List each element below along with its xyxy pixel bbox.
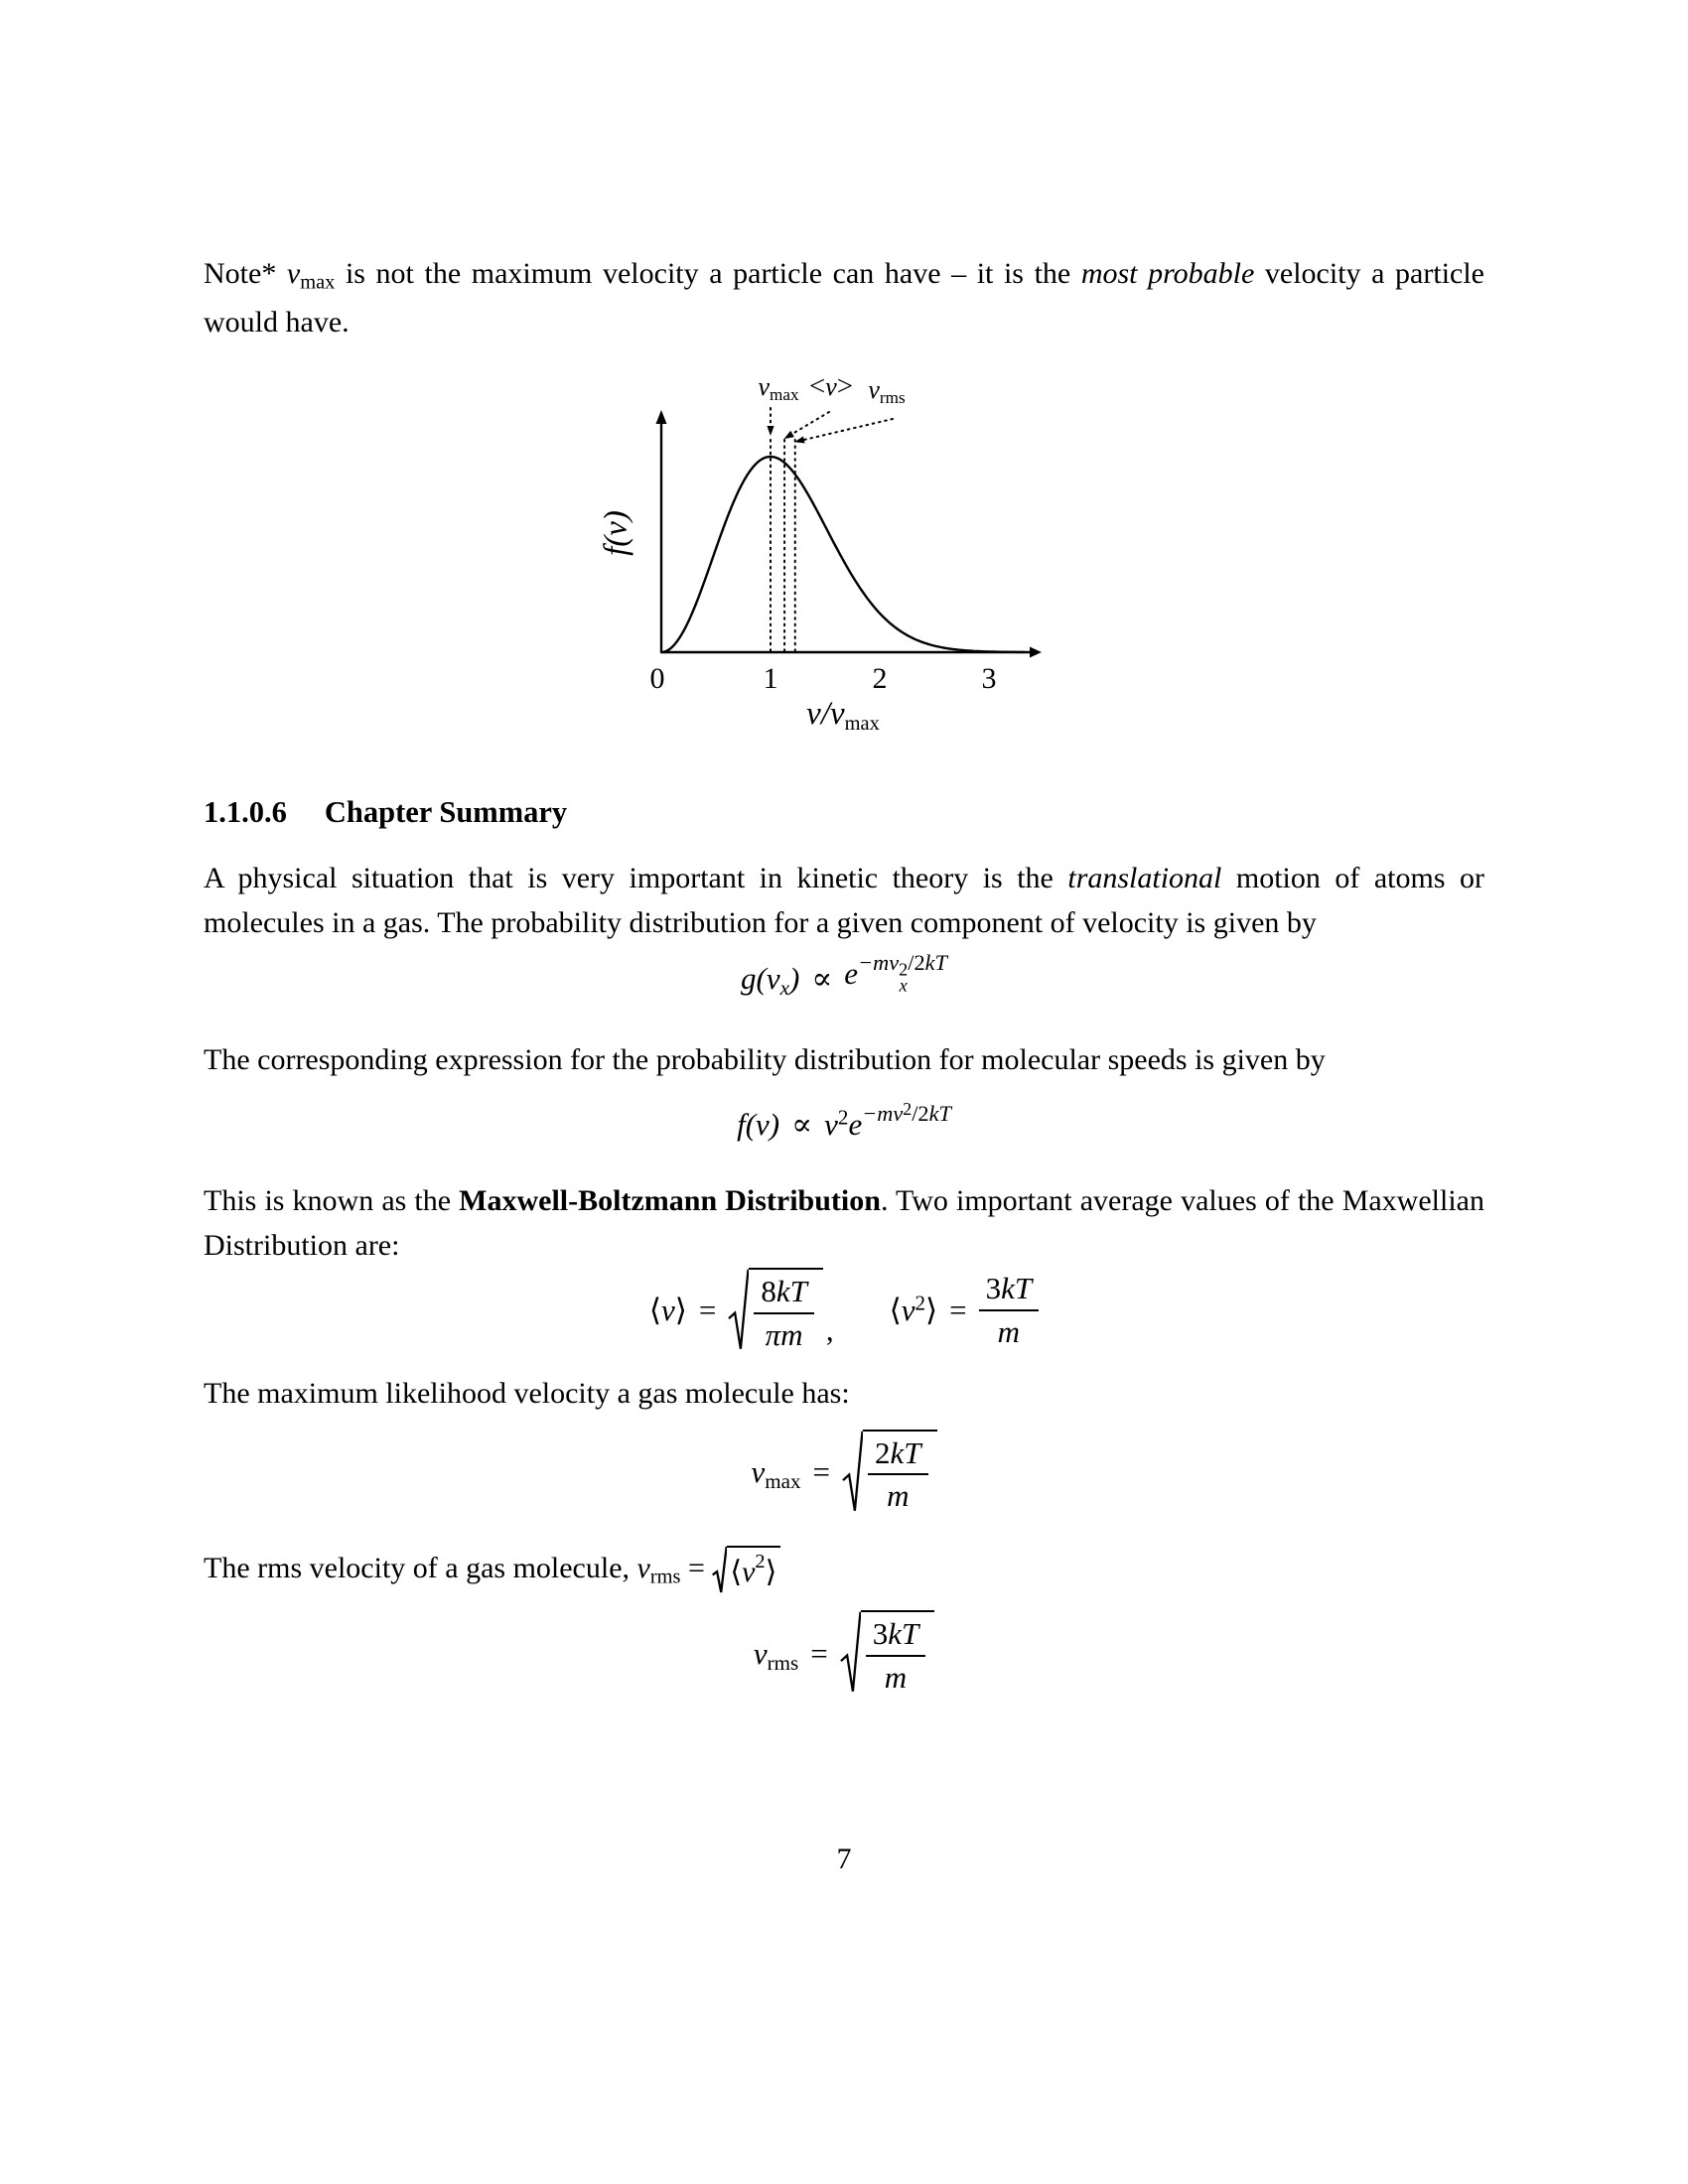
mb-paragraph xyxy=(204,1178,1484,1268)
figure-x-axis-label-base: v/v xyxy=(806,696,845,732)
angle-close: ⟩ xyxy=(674,1293,687,1328)
x-tick-1: 1 xyxy=(763,662,778,695)
y-axis-arrowhead xyxy=(656,410,667,424)
sqrt-2kT-over-m xyxy=(842,1430,937,1514)
figure-label-vmean-close: > xyxy=(836,370,854,402)
x-tick-2: 2 xyxy=(872,662,888,695)
figure-x-axis-label xyxy=(806,696,880,736)
eq-component-sub-x: x xyxy=(779,975,789,1000)
label-arrow-vmean xyxy=(792,412,829,434)
radical-sign xyxy=(712,1546,727,1594)
figure-label-vmax-sub: max xyxy=(770,385,799,405)
radicand xyxy=(727,1546,780,1594)
vrms-subscript: rms xyxy=(649,1566,681,1588)
vmax-subscript: max xyxy=(300,271,336,294)
equals-symbol: = xyxy=(698,1293,717,1328)
eq-component-rhs xyxy=(844,950,947,1002)
vrms-text-1: The rms velocity of a gas molecule, xyxy=(204,1551,637,1584)
figure-label-vrms-sub: rms xyxy=(879,388,906,408)
angle-close: ⟩ xyxy=(925,1293,938,1328)
speeds-paragraph: The corresponding expression for the probability distribution for molecular speeds is given by xyxy=(204,1043,1326,1077)
exp-kt: kT xyxy=(928,1101,951,1127)
exp-mv: −mv xyxy=(858,950,900,976)
radicand xyxy=(861,1610,935,1695)
avg-lhs-2 xyxy=(890,1292,938,1328)
radical-sign xyxy=(842,1430,863,1514)
label-arrow-vmax-head xyxy=(767,426,774,436)
figure-y-axis-label: f(v) xyxy=(598,510,634,556)
intro-text-2: motion of atoms or molecules in a gas. The probability distribution for a given component of velocity is given by xyxy=(204,862,1484,939)
section-heading xyxy=(204,795,1484,830)
eq-speed-exponent xyxy=(862,1101,951,1128)
proportional-symbol: ∝ xyxy=(811,960,833,996)
radicand xyxy=(863,1430,937,1514)
inline-v-sup: 2 xyxy=(755,1551,766,1573)
intro-emphasis: translational xyxy=(1067,862,1222,894)
eq-component-g: g(v xyxy=(741,960,780,996)
equation-velocity-component xyxy=(204,950,1484,1002)
label-arrow-vrms xyxy=(804,419,893,440)
fraction-denominator: m xyxy=(887,1478,910,1514)
equals-symbol: = xyxy=(810,1635,828,1671)
angle-open: ⟨ xyxy=(648,1293,661,1328)
exp-slash: / xyxy=(912,1101,918,1127)
figure-label-vmean-open: < xyxy=(808,370,826,402)
equals-symbol: = xyxy=(812,1453,831,1489)
mb-bold: Maxwell-Boltzmann Distribution xyxy=(459,1184,881,1218)
page-content xyxy=(204,0,1484,1696)
eq-component-lhs xyxy=(741,960,800,1000)
section-number: 1.1.0.6 xyxy=(204,795,287,829)
fraction-denominator: m xyxy=(884,1660,908,1696)
equals-symbol: = xyxy=(680,1551,713,1584)
sqrt-3kT-over-m xyxy=(840,1610,935,1695)
exp-sub-sup-stack xyxy=(899,959,909,996)
eq-speed-rhs xyxy=(824,1099,951,1143)
proportional-symbol: ∝ xyxy=(791,1107,813,1143)
mb-text-1: This is known as the xyxy=(204,1184,460,1218)
avg-v2-sup: 2 xyxy=(914,1291,926,1315)
fraction-numerator: 3kT xyxy=(979,1271,1040,1311)
exp-coef: 2 xyxy=(917,1101,929,1127)
eq-component-exponent xyxy=(858,950,947,996)
equation-speed-distribution xyxy=(204,1099,1484,1143)
avg-v: v xyxy=(660,1293,675,1328)
vrms-lhs xyxy=(753,1635,799,1675)
note-text-2: is not the maximum velocity a particle can have – it is the xyxy=(335,257,1081,290)
fraction-2kT-m xyxy=(868,1435,928,1514)
distribution-curve xyxy=(661,457,1024,652)
fraction-3kT-m xyxy=(979,1271,1040,1349)
note-emphasis: most probable xyxy=(1080,257,1255,290)
note-text-1: Note* xyxy=(204,257,287,290)
intro-text-1: A physical situation that is very important in kinetic theory is the xyxy=(204,862,1068,894)
eq-component-e: e xyxy=(844,956,859,991)
vmax-sub: max xyxy=(765,1468,801,1493)
equation-average-values xyxy=(204,1268,1484,1352)
exp-sup-2: 2 xyxy=(899,959,909,980)
x-axis-arrowhead xyxy=(1030,647,1042,658)
vrms-v: v xyxy=(753,1635,768,1671)
vmax-v: v xyxy=(751,1453,766,1489)
exp-sub-x: x xyxy=(899,975,908,996)
section-title: Chapter Summary xyxy=(324,795,568,829)
angle-open: ⟨ xyxy=(730,1556,743,1589)
vrms-paragraph xyxy=(204,1546,1484,1595)
note-text-3: velocity a particle would have. xyxy=(204,257,1484,339)
vmax-symbol: v xyxy=(286,257,301,290)
label-arrow-vmean-head xyxy=(783,431,793,439)
equation-vmax xyxy=(204,1430,1484,1514)
vmax-paragraph: The maximum likelihood velocity a gas molecule has: xyxy=(204,1376,850,1410)
figure-label-vrms xyxy=(868,375,906,408)
exp-coef: 2 xyxy=(914,950,925,976)
fraction-numerator: 2kT xyxy=(868,1435,928,1476)
inline-sqrt-mean-square xyxy=(712,1546,780,1594)
note-paragraph xyxy=(204,251,1484,344)
x-tick-0: 0 xyxy=(649,662,665,695)
vrms-symbol: v xyxy=(636,1551,650,1584)
vmax-lhs xyxy=(751,1453,801,1493)
exp-slash: / xyxy=(908,950,914,976)
eq-speed-lhs: f(v) xyxy=(737,1107,780,1143)
x-tick-3: 3 xyxy=(981,662,997,695)
figure-x-axis-label-sub: max xyxy=(844,713,880,736)
exp-mv: −mv xyxy=(862,1101,904,1127)
angle-close: ⟩ xyxy=(765,1556,777,1589)
eq-speed-v: v xyxy=(824,1107,838,1143)
figure-label-vmean xyxy=(809,372,853,401)
figure-label-vrms-base: v xyxy=(868,375,880,404)
eq-component-paren: ) xyxy=(788,960,800,996)
intro-paragraph xyxy=(204,856,1484,945)
sqrt-8kT-over-pim xyxy=(728,1268,823,1352)
avg-lhs-1 xyxy=(649,1292,687,1328)
radical-sign xyxy=(728,1268,749,1352)
exp-sup-2: 2 xyxy=(903,1099,913,1120)
exp-kt: kT xyxy=(924,950,947,976)
eq-speed-v-squared: 2 xyxy=(837,1105,849,1130)
fraction-denominator: m xyxy=(997,1313,1021,1349)
maxwell-distribution-figure xyxy=(587,372,1113,748)
figure-label-vmax-base: v xyxy=(758,372,770,401)
equation-vrms xyxy=(204,1610,1484,1695)
equals-symbol: = xyxy=(949,1293,967,1328)
vrms-sub: rms xyxy=(767,1650,799,1675)
distribution-curve-svg xyxy=(587,372,1113,662)
radical-sign xyxy=(840,1610,861,1695)
eq-speed-e: e xyxy=(848,1107,863,1143)
radicand xyxy=(749,1268,823,1352)
fraction-8kT-pim xyxy=(754,1274,814,1352)
figure-label-vmean-base: v xyxy=(825,372,837,401)
figure-label-vmax xyxy=(758,372,799,405)
mb-text-2: . Two important average values of the Maxwellian Distribution are: xyxy=(204,1184,1484,1263)
fraction-denominator: πm xyxy=(765,1316,803,1352)
inline-v: v xyxy=(742,1556,756,1589)
angle-open: ⟨ xyxy=(889,1293,902,1328)
avg-v2: v xyxy=(901,1293,915,1328)
fraction-numerator: 3kT xyxy=(866,1616,926,1657)
page-number: 7 xyxy=(836,1843,852,1875)
fraction-numerator: 8kT xyxy=(754,1274,814,1314)
comma: , xyxy=(825,1312,834,1348)
fraction-3kT-m xyxy=(866,1616,926,1695)
